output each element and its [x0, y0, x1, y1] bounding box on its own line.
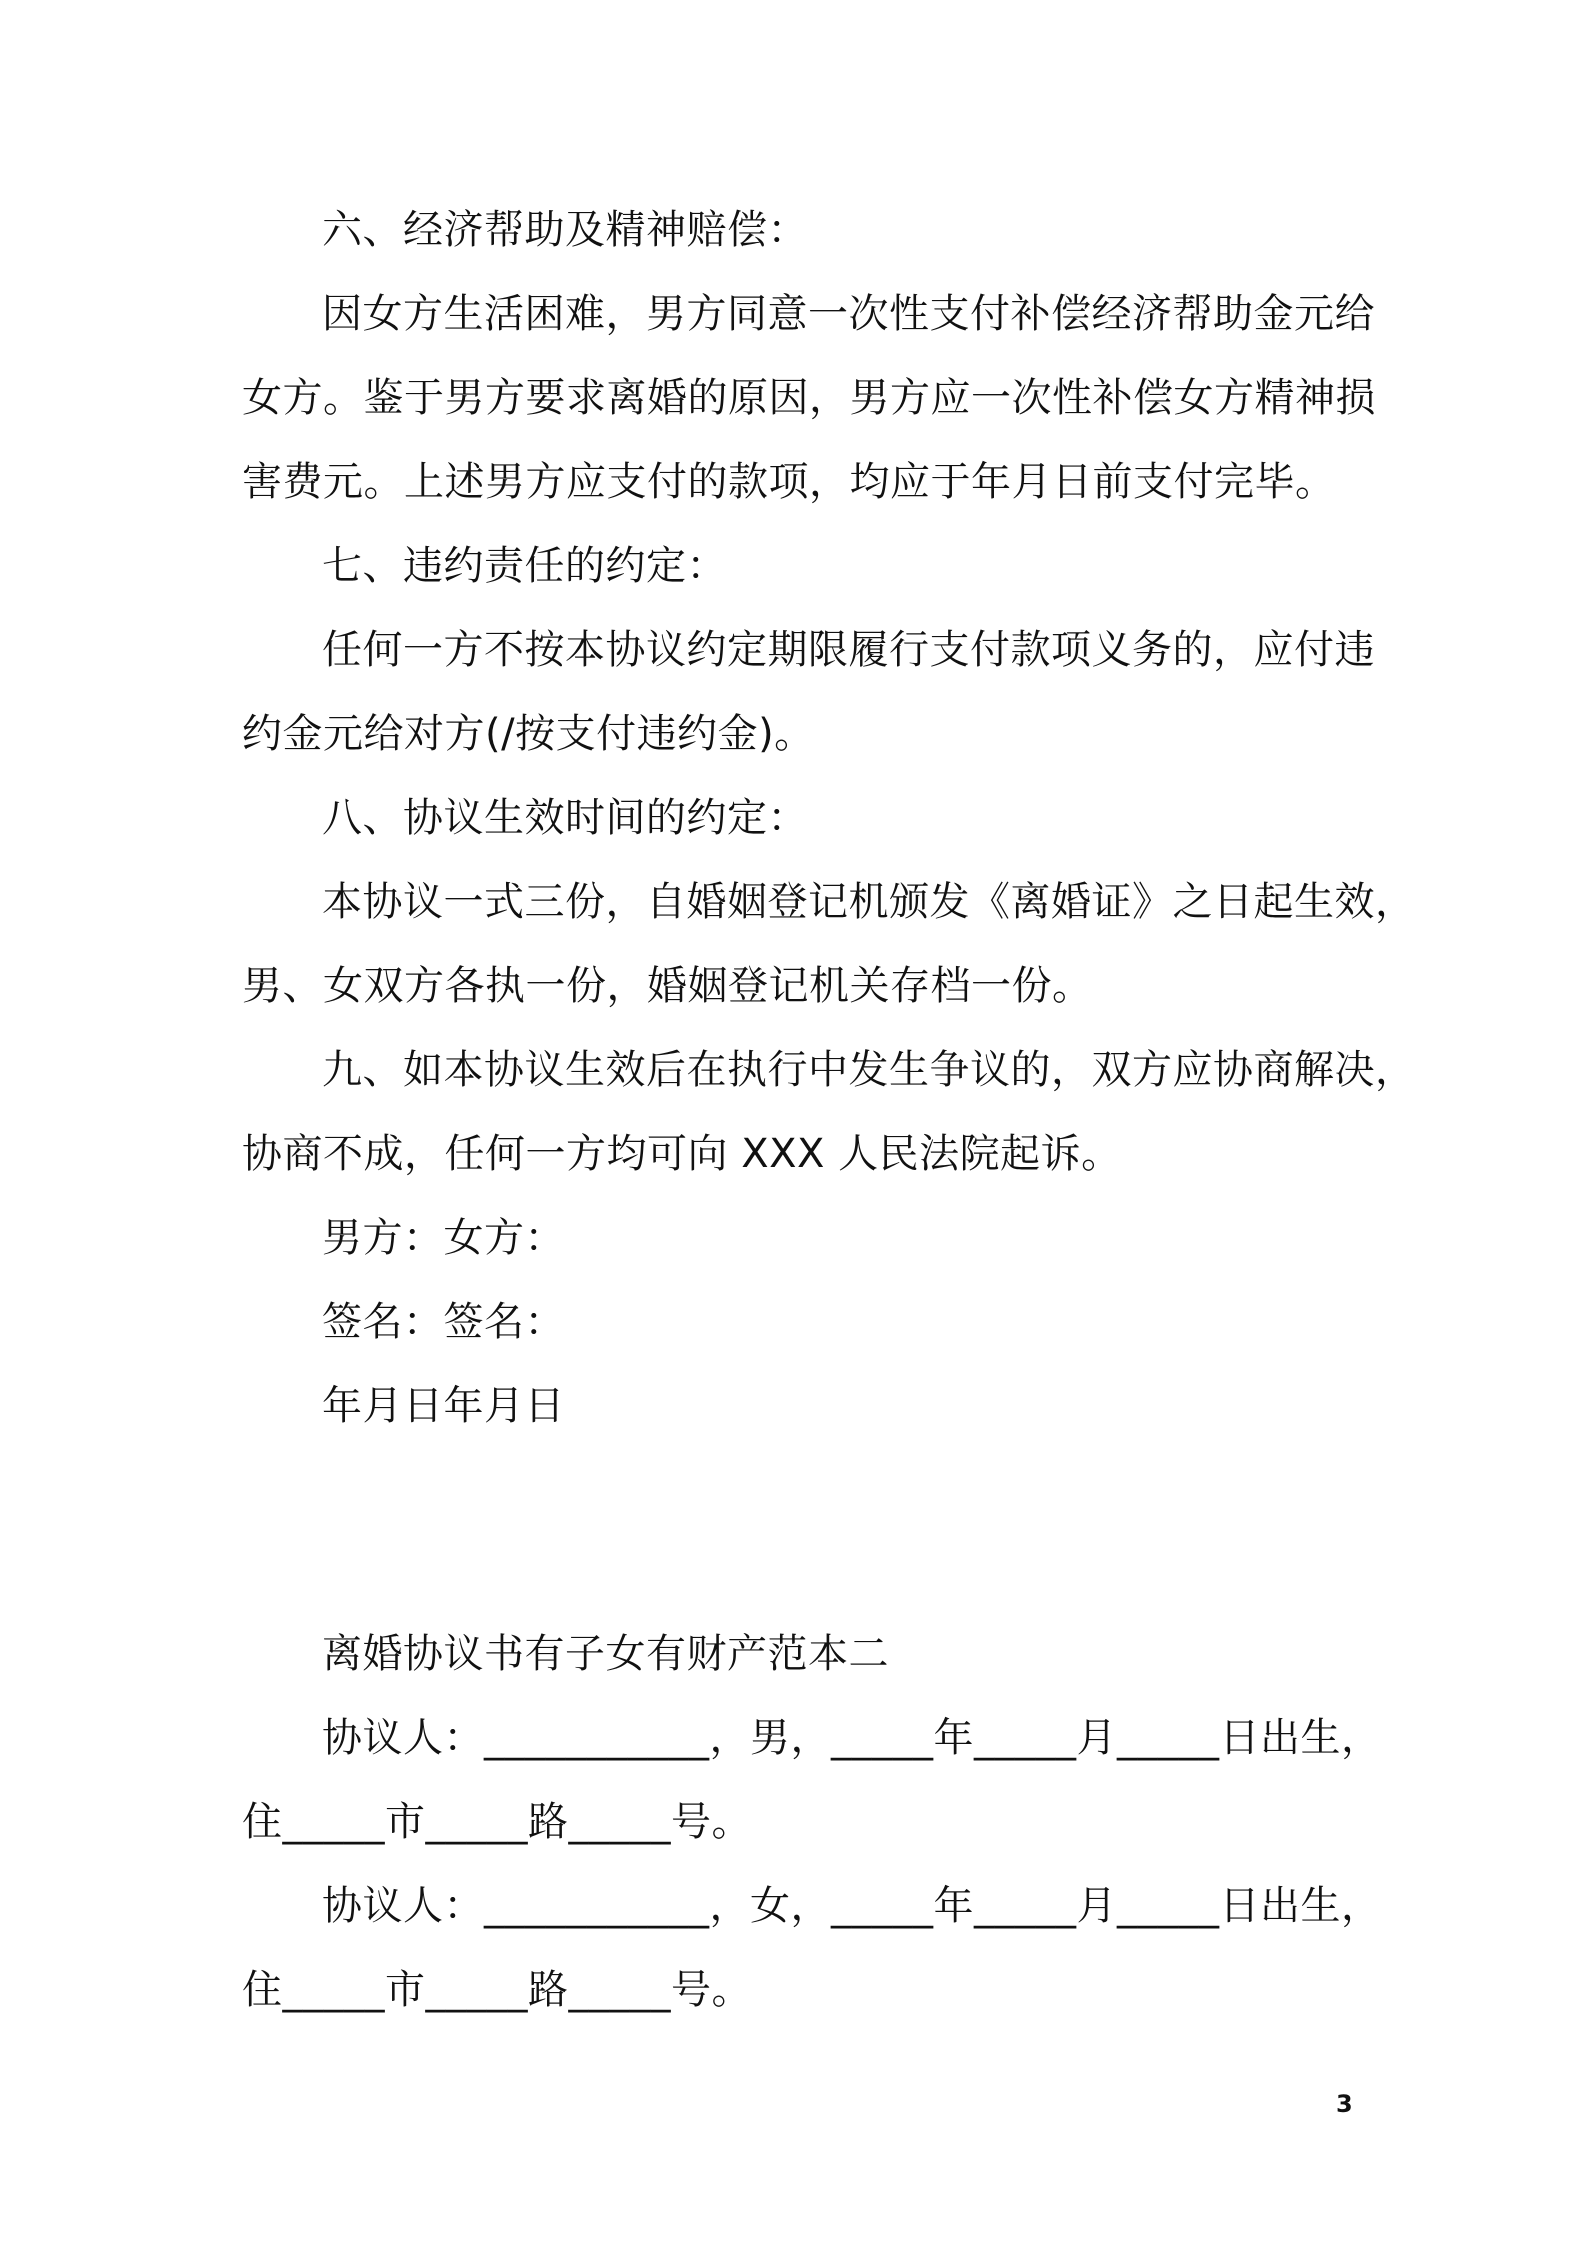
paragraph-line: 本协议一式三份，自婚姻登记机颁发《离婚证》之日起生效， [322, 879, 1416, 925]
template-title: 离婚协议书有子女有财产范本二 [322, 1631, 889, 1677]
paragraph-line: 任何一方不按本协议约定期限履行支付款项义务的，应付违 [322, 627, 1375, 673]
signature-dates: 年月日年月日 [322, 1383, 565, 1429]
party-line: 协议人：___________，女，_____年_____月_____日出生， [322, 1883, 1382, 1929]
address-line: 住_____市_____路_____号。 [242, 1799, 752, 1845]
section-heading-nine: 九、如本协议生效后在执行中发生争议的，双方应协商解决， [322, 1047, 1416, 1093]
page-number: 3 [1336, 2090, 1353, 2118]
paragraph-line: 男、女双方各执一份，婚姻登记机关存档一份。 [242, 963, 1093, 1009]
address-line: 住_____市_____路_____号。 [242, 1967, 752, 2013]
paragraph-line: 女方。鉴于男方要求离婚的原因，男方应一次性补偿女方精神损 [242, 375, 1376, 421]
section-heading-eight: 八、协议生效时间的约定： [322, 795, 808, 841]
paragraph-line: 害费元。上述男方应支付的款项，均应于年月日前支付完毕。 [242, 459, 1336, 505]
paragraph-line: 因女方生活困难，男方同意一次性支付补偿经济帮助金元给 [322, 291, 1375, 337]
section-heading-seven: 七、违约责任的约定： [322, 543, 727, 589]
section-heading-six: 六、经济帮助及精神赔偿： [322, 207, 808, 253]
signature-labels: 签名：签名： [322, 1299, 565, 1345]
paragraph-line: 约金元给对方(/按支付违约金)。 [242, 711, 815, 757]
party-line: 协议人：___________，男，_____年_____月_____日出生， [322, 1715, 1382, 1761]
paragraph-line: 协商不成，任何一方均可向 XXX 人民法院起诉。 [242, 1131, 1122, 1177]
signature-party-labels: 男方：女方： [322, 1215, 565, 1261]
